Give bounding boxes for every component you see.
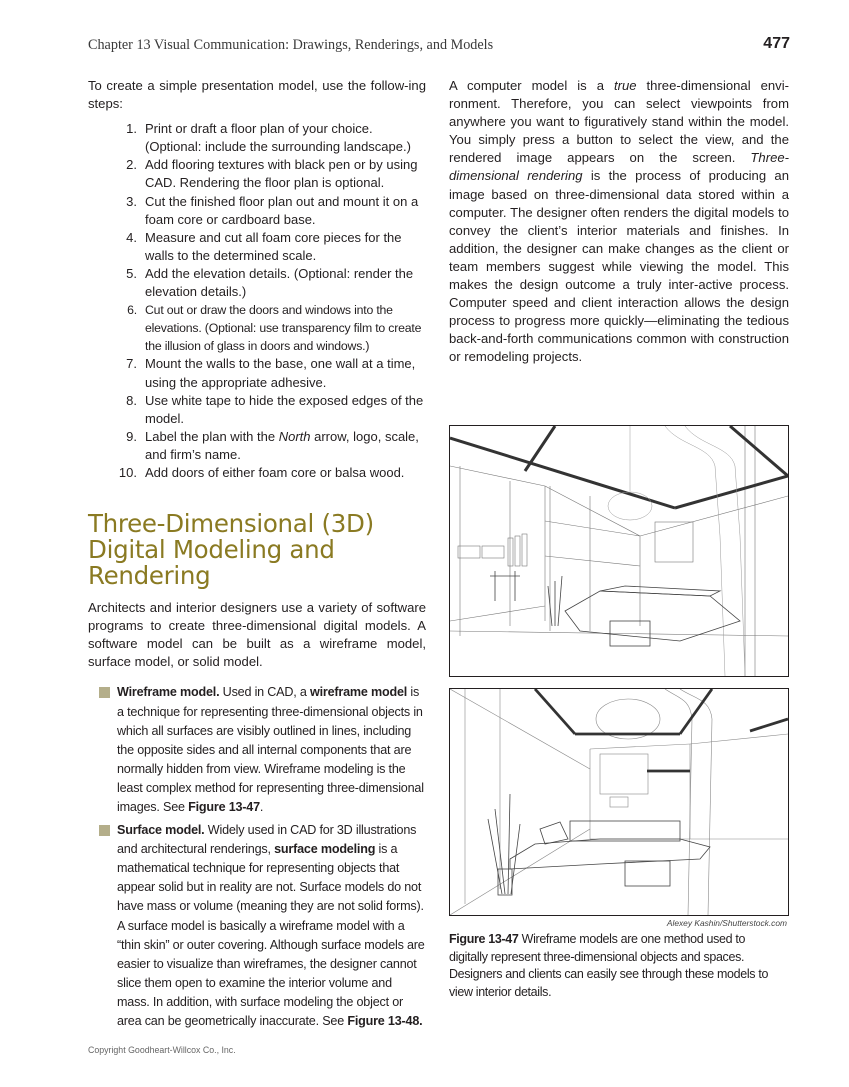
steps-list xyxy=(88,120,426,482)
step-item: 5. Add the elevation details. (Optional: render the elevation details.) xyxy=(126,265,414,300)
square-bullet-icon xyxy=(99,687,110,698)
right-column xyxy=(449,77,789,367)
key-term: wireframe model xyxy=(309,685,408,700)
bullet-wireframe-model: Wireframe model. Used in CAD, a wireframe model is a technique for representing three-dimensional objects in which all surfaces are visibly outlined in lines, including the opposite sides and all internal components that are normally hidden from view. Wireframe modeling is the least complex method for representing three-dimensional images. See Figure 13-47. xyxy=(88,683,426,817)
steps-intro: To create a simple presentation model, use the follow-ing steps: xyxy=(88,78,426,112)
left-column xyxy=(88,77,426,1035)
figure-label: Figure 13-47 xyxy=(449,931,519,946)
step-item: 7. Mount the walls to the base, one wall at a time, using the appropriate adhesive. xyxy=(126,356,416,390)
copyright-footer: Copyright Goodheart-Willcox Co., Inc. xyxy=(88,1045,236,1055)
step-item: 4. Measure and cut all foam core pieces for the walls to the determined scale. xyxy=(126,229,402,263)
wireframe-room-illustration xyxy=(450,426,788,676)
key-term: Three-dimensional rendering xyxy=(449,150,789,184)
section-paragraph: Architects and interior designers use a variety of software programs to create three-dimensional digital models. A software model can be built as a wireframe model, surface model, or solid model. xyxy=(88,600,426,670)
step-item: 2. Add flooring textures with black pen or by using CAD. Rendering the floor plan is optional. xyxy=(126,157,418,191)
step-item: 1. Print or draft a floor plan of your choice. (Optional: include the surrounding landscape.) xyxy=(126,121,411,155)
figure-reference: Figure 13-47 xyxy=(188,800,260,814)
bullet-surface-model: Surface model. Widely used in CAD for 3D illustrations and architectural renderings, surface modeling is a mathematical technique for representing objects that appear solid but in reality are not. Surface models do not have mass or volume (meaning they are not solid forms). A surface model is basically a wireframe model with a “thin skin” or outer covering. Although surface models are easier to visualize than wireframes, the designer cannot slice them open to examine the interior volume and mass. In addition, with surface modeling the object or area can be geometrically inaccurate. See Figure 13-48. xyxy=(88,821,426,1031)
figure-caption: Figure 13-47 Wireframe models are one method used to digitally represent three-dimensional objects and spaces. Designers and clients can easily see through these models to view interior details. xyxy=(449,931,769,999)
figure-image-top xyxy=(449,425,789,677)
computer-model-paragraph: A computer model is a true three-dimensional envi-ronment. Therefore, you can select viewpoints from anywhere you want to figuratively stand within the model. You simply press a button to select the view, and the rendered image appears on the screen. Three-dimensional rendering is the process of producing an image based on three-dimensional data stored within a computer. The designer often renders the digital models to convey the client’s interior materials and finishes. In addition, the designer can make changes as the client or team members suggest while viewing the model. This makes the design outcome a truly inter-active process. Computer speed and client interaction allows the design process to progress more quickly—eliminating the tedious back-and-forth communications common with construction or remodeling projects. xyxy=(449,78,789,365)
page-number: 477 xyxy=(763,35,790,52)
figure-image-bottom xyxy=(449,688,789,916)
section-heading: Three-Dimensional (3D) Digital Modeling and Rendering xyxy=(88,509,374,591)
key-term: surface modeling xyxy=(274,842,376,857)
model-types-list xyxy=(88,683,426,1031)
step-item: 10. Add doors of either foam core or balsa wood. xyxy=(118,464,405,480)
figure-reference: Figure 13-48. xyxy=(347,1014,423,1029)
step-item: 8. Use white tape to hide the exposed edges of the model. xyxy=(126,392,424,426)
step-item: 9. Label the plan with the North arrow, logo, scale, and firm’s name. xyxy=(126,428,419,462)
square-bullet-icon xyxy=(99,825,110,836)
step-item: 3. Cut the finished floor plan out and mount it on a foam core or cardboard base. xyxy=(126,193,419,227)
step-item: 6. Cut out or draw the doors and windows into the elevations. (Optional: use transparency film to create the illusion of glass in doors and windows.) xyxy=(127,303,422,354)
running-head xyxy=(88,35,790,57)
image-credit: Alexey Kashin/Shutterstock.com xyxy=(666,918,787,928)
wireframe-room-illustration xyxy=(450,689,788,915)
chapter-title: Chapter 13 Visual Communication: Drawings, Renderings, and Models xyxy=(88,37,494,53)
